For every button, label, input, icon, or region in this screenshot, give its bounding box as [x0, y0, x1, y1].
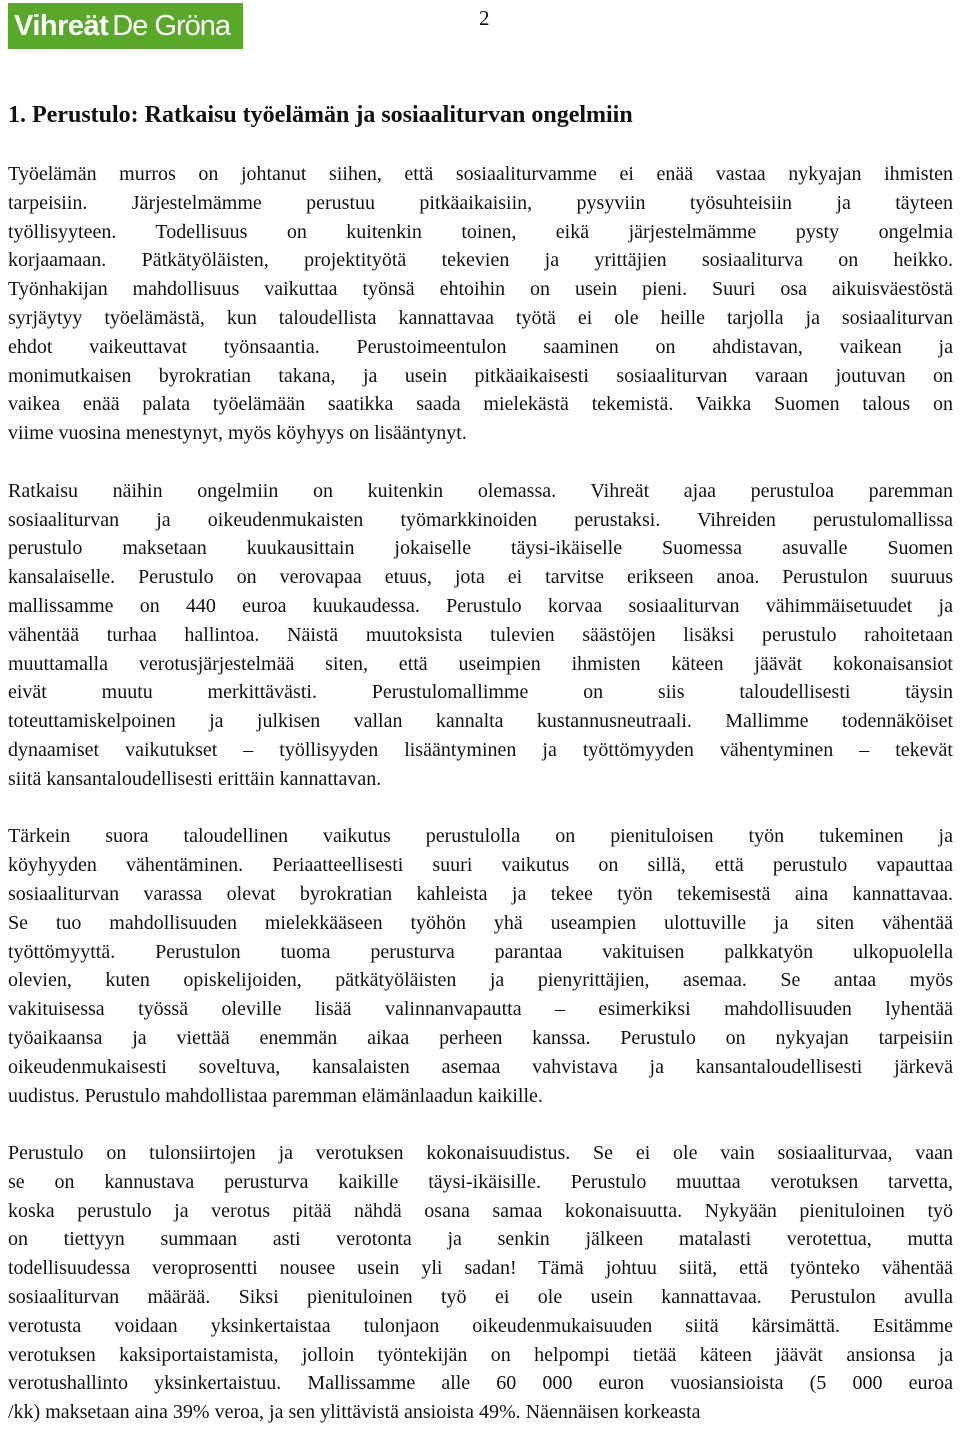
text-line: uudistus. Perustulo mahdollistaa paremman elämänlaadun kaikille.: [8, 1084, 543, 1107]
text-line: mallissamme on 440 euroa kuukaudessa. Perustulo korvaa sosiaaliturvan vähimmäisetuudet ja: [8, 594, 953, 617]
text-line: verotushallinto yksinkertaistuu. Mallissamme alle 60 000 euron vuosiansioista (5 000 euroa: [8, 1372, 953, 1395]
text-line: toteuttamiskelpoinen ja julkisen vallan kannalta kustannusneutraali. Mallimme todennäköiset: [8, 710, 953, 733]
text-line: kansalaiselle. Perustulo on verovapaa etuus, jota ei tarvitse erikseen anoa. Perustulon suuruus: [8, 566, 953, 589]
text-line: /kk) maksetaan aina 39% veroa, ja sen ylittävistä ansioista 49%. Näennäisen korkeasta: [8, 1401, 701, 1424]
vihreat-logo: [8, 3, 243, 49]
text-line: Työelämän murros on johtanut siihen, että sosiaaliturvamme ei enää vastaa nykyajan ihmisten: [8, 163, 953, 185]
logo-primary-text: Vihreät: [14, 9, 109, 42]
paragraph: [8, 822, 953, 1110]
body-text: [8, 160, 953, 1456]
paragraph: [8, 477, 953, 794]
text-line: vakituisessa työssä oleville lisää valinnanvapautta – esimerkiksi mahdollisuuden lyhentää: [8, 998, 953, 1021]
text-line: olevien, kuten opiskelijoiden, pätkätyöläisten ja pienyrittäjien, asemaa. Se antaa myös: [8, 969, 953, 992]
text-line: dynaamiset vaikutukset – työllisyyden lisääntyminen ja työttömyyden vähentyminen – tekevät: [8, 738, 953, 761]
text-line: muuttamalla verotusjärjestelmää siten, että useimpien ihmisten käteen jäävät kokonaisansiot: [8, 652, 953, 675]
text-line: sosiaaliturvan määrää. Siksi pienituloinen työ ei ole usein kannattavaa. Perustulon avulla: [8, 1286, 953, 1309]
text-line: se on kannustava perusturva kaikille täysi-ikäisille. Perustulo muuttaa verotuksen tarvetta,: [8, 1170, 953, 1193]
text-line: eivät muutu merkittävästi. Perustulomallimme on siis taloudellisesti täysin: [8, 681, 953, 704]
text-line: syrjäytyy työelämästä, kun taloudellista kannattavaa työtä ei ole heille tarjolla ja sosiaaliturvan: [8, 306, 953, 329]
logo-secondary-text: De Gröna: [112, 9, 231, 42]
text-line: siitä kansantaloudellisesti erittäin kannattavan.: [8, 767, 382, 790]
text-line: sosiaaliturvan ja oikeudenmukaisten työmarkkinoiden perustaksi. Vihreiden perustulomallissa: [8, 508, 953, 531]
text-line: työllisyyteen. Todellisuus on kuitenkin toinen, eikä järjestelmämme pysty ongelmia: [8, 220, 953, 243]
paragraph: [8, 160, 953, 448]
text-line: perustulo maksetaan kuukausittain jokaiselle täysi-ikäiselle Suomessa asuvalle Suomen: [8, 537, 953, 560]
text-line: köyhyyden vähentäminen. Periaatteellisesti suuri vaikutus on sillä, että perustulo vapauttaa: [8, 854, 953, 877]
text-line: Se tuo mahdollisuuden mielekkääseen työhön yhä useampien ulottuville ja siten vähentää: [8, 911, 953, 934]
text-line: verotuksen kaksiportaistamista, jolloin työntekijän on helpompi tietää käteen jäävät ansionsa ja: [8, 1343, 953, 1366]
text-line: monimutkaisen byrokratian takana, ja usein pitkäaikaisesti sosiaaliturvan varaan joutuvan on: [8, 364, 953, 387]
text-line: Perustulo on tulonsiirtojen ja verotuksen kokonaisuudistus. Se ei ole vain sosiaaliturvaa, vaan: [8, 1142, 953, 1165]
text-line: vähentää turhaa hallintoa. Näistä muutoksista tulevien säästöjen lisäksi perustulo rahoitetaan: [8, 623, 953, 646]
text-line: sosiaaliturvan varassa olevat byrokratian kahleista ja tekee työn tekemisestä aina kannattavaa.: [8, 882, 953, 905]
text-line: työaikaansa ja viettää enemmän aikaa perheen kanssa. Perustulo on nykyajan tarpeisiin: [8, 1026, 953, 1049]
paragraph: [8, 1139, 953, 1427]
text-line: Tärkein suora taloudellinen vaikutus perustulolla on pienituloisen työn tukeminen ja: [8, 825, 953, 848]
section-heading: 1. Perustulo: Ratkaisu työelämän ja sosiaaliturvan ongelmiin: [8, 102, 633, 128]
text-line: todellisuudessa veroprosentti nousee usein yli sadan! Tämä johtuu siitä, että työnteko vähentää: [8, 1257, 953, 1280]
text-line: verotusta voidaan yksinkertaistaa tulonjaon oikeudenmukaisuuden siitä kärsimättä. Esitämme: [8, 1314, 953, 1337]
text-line: on tiettyyn summaan asti verotonta ja senkin jälkeen matalasti verotettua, mutta: [8, 1228, 953, 1251]
text-line: vaikea enää palata työelämään saatikka saada mielekästä tekemistä. Vaikka Suomen talous on: [8, 393, 953, 416]
text-line: viime vuosina menestynyt, myös köyhyys on lisääntynyt.: [8, 422, 467, 445]
text-line: oikeudenmukaisesti soveltuva, kansalaisten asemaa vahvistava ja kansantaloudellisesti järkevä: [8, 1055, 953, 1078]
text-line: ehdot vaikeuttavat työnsaantia. Perustoimeentulon saaminen on ahdistavan, vaikean ja: [8, 335, 953, 358]
text-line: Työnhakijan mahdollisuus vaikuttaa työnsä ehtoihin on usein pieni. Suuri osa aikuisväestöstä: [8, 278, 953, 301]
page-number: 2: [479, 6, 490, 30]
text-line: tarpeisiin. Järjestelmämme perustuu pitkäaikaisiin, pysyviin työsuhteisiin ja täyteen: [8, 191, 953, 214]
text-line: koska perustulo ja verotus pitää nähdä osana samaa kokonaisuutta. Nykyään pienituloinen työ: [8, 1199, 953, 1222]
text-line: Ratkaisu näihin ongelmiin on kuitenkin olemassa. Vihreät ajaa perustuloa paremman: [8, 479, 953, 502]
text-line: korjaamaan. Pätkätyöläisten, projektityötä tekevien ja yrittäjien sosiaaliturva on heikko.: [8, 249, 953, 272]
text-line: työttömyyttä. Perustulon tuoma perusturva parantaa vakituisen palkkatyön ulkopuolella: [8, 940, 953, 963]
